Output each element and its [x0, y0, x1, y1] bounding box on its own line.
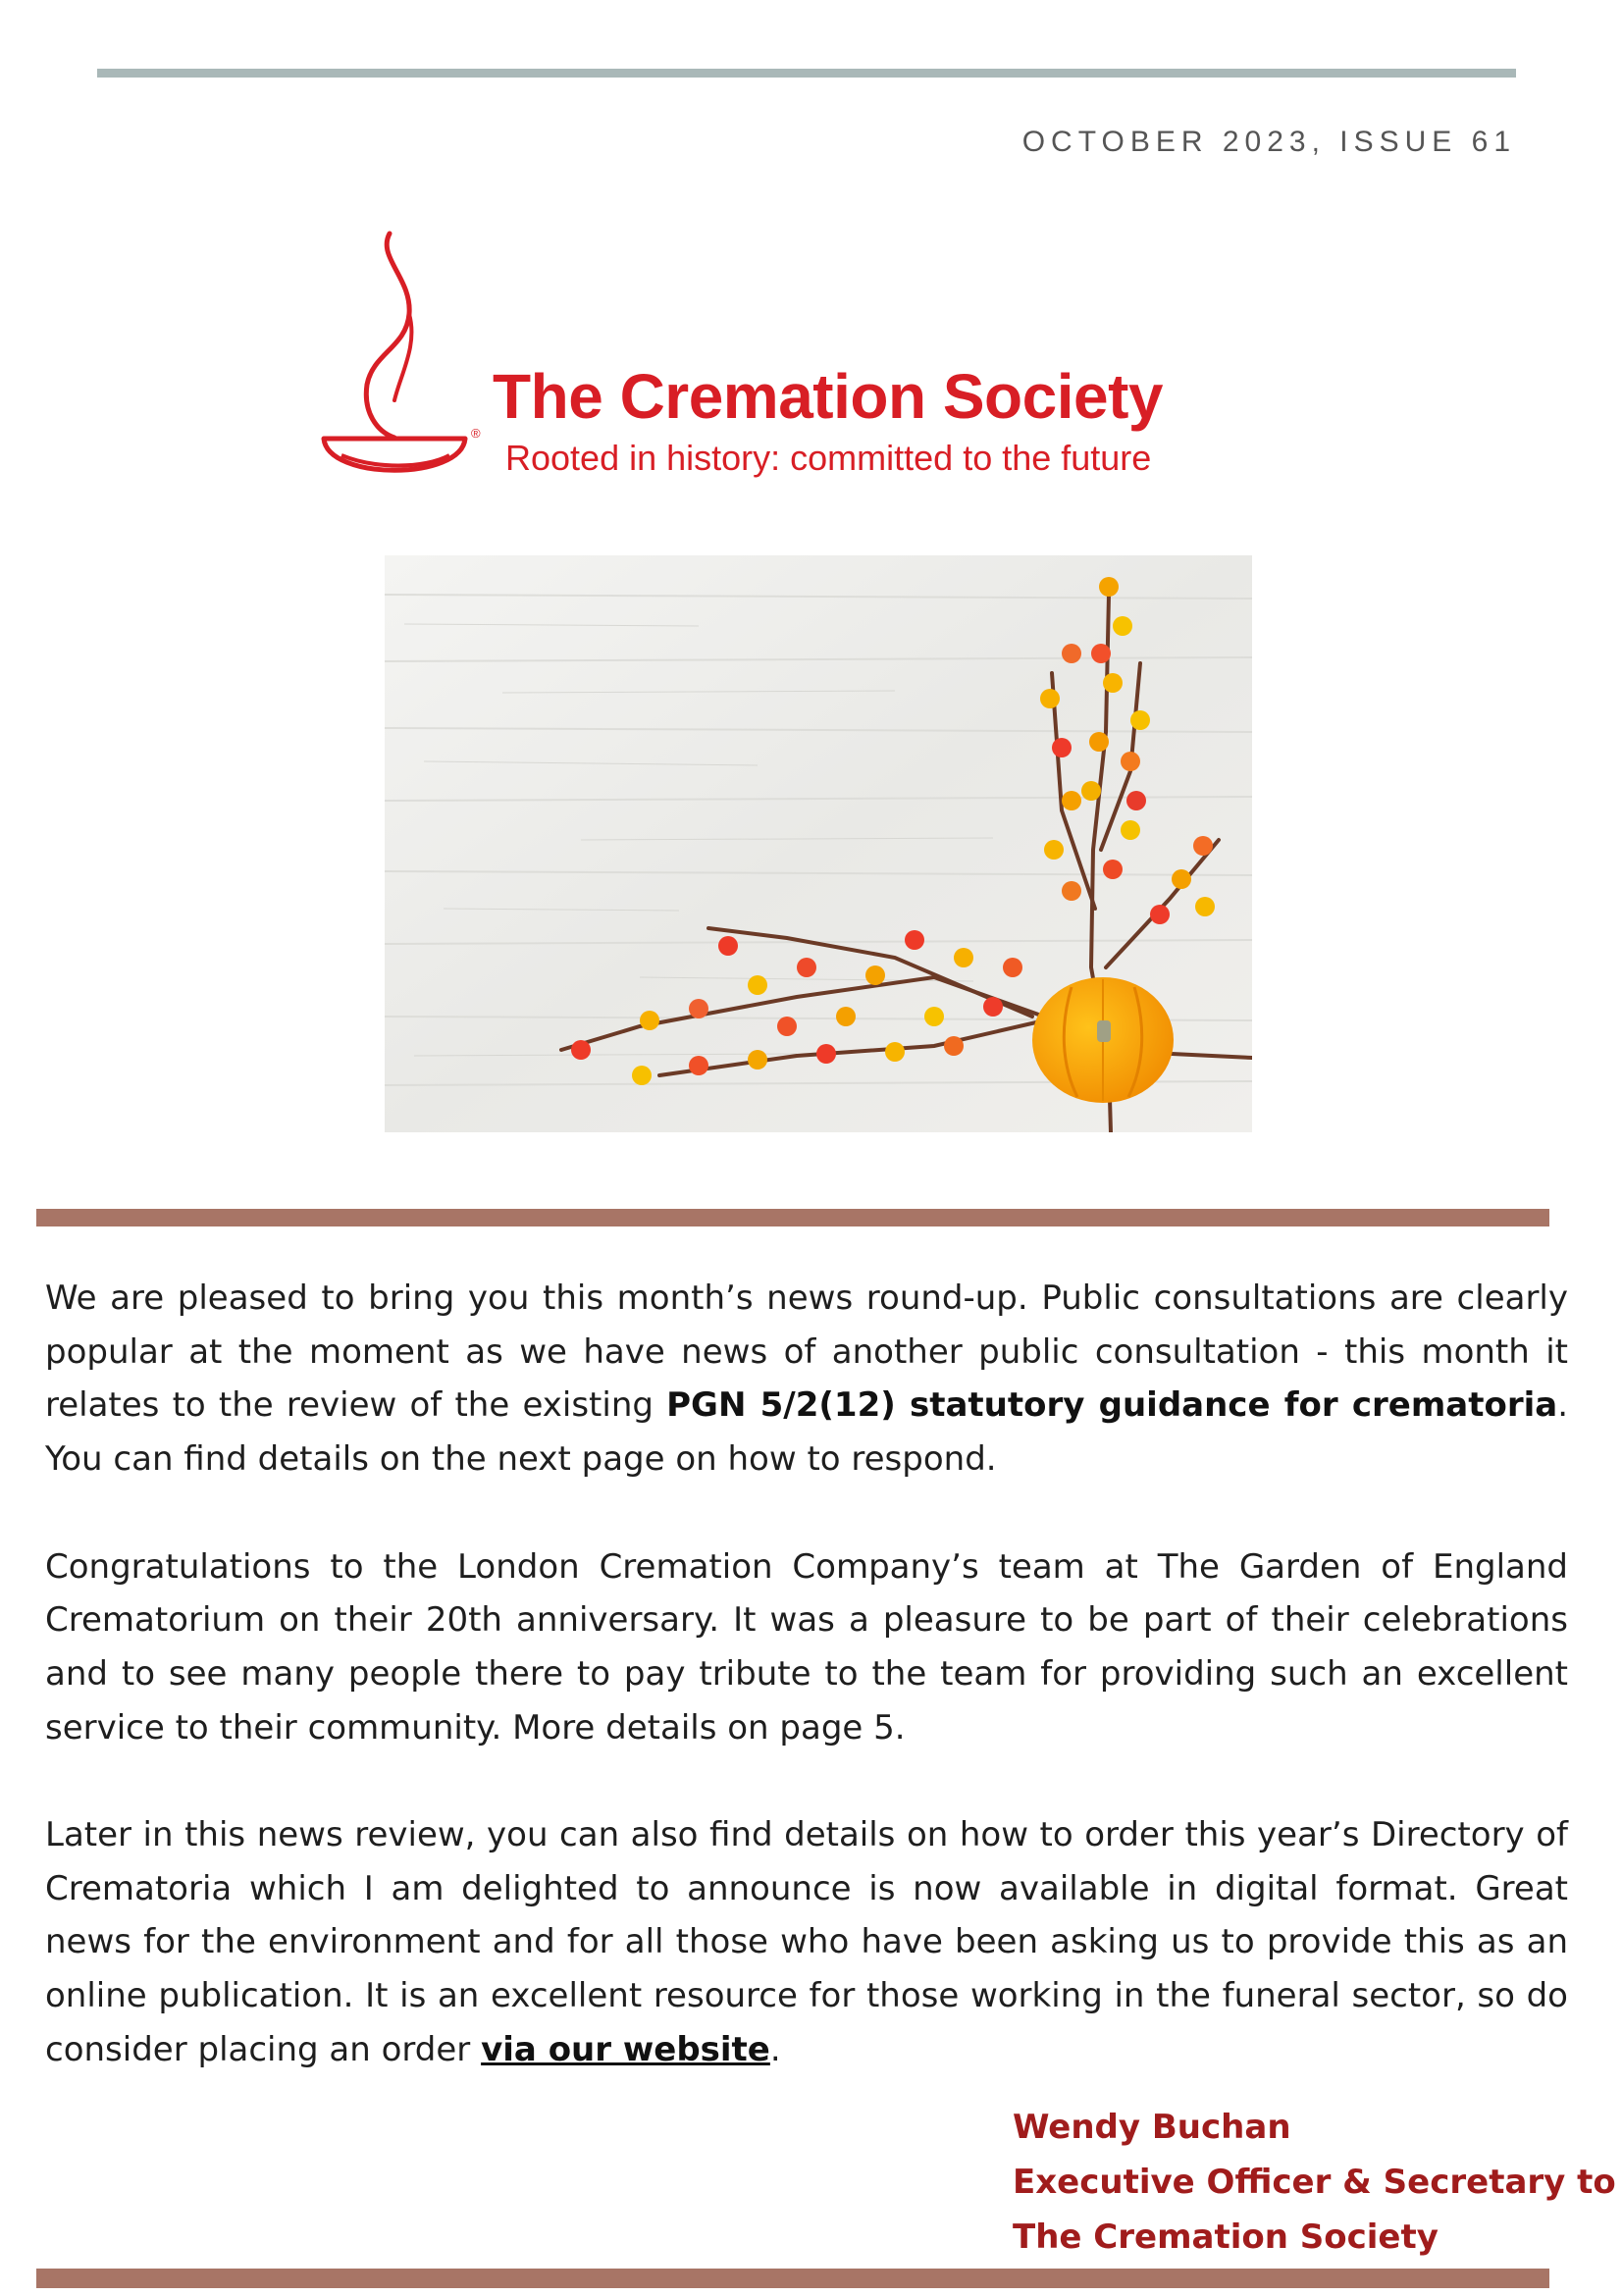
- signature-name: Wendy Buchan: [1013, 2108, 1291, 2147]
- flame-bowl-icon: [316, 228, 493, 493]
- signature-title-1: Executive Officer & Secretary to: [1013, 2163, 1616, 2202]
- signature-title-2: The Cremation Society: [1013, 2218, 1439, 2257]
- autumn-berries-pumpkin-image: [385, 555, 1252, 1132]
- issue-date: OCTOBER 2023, ISSUE 61: [1021, 126, 1516, 158]
- society-logo: [316, 228, 1258, 493]
- anniversary-paragraph: Congratulations to the London Cremation Company’s team at The Garden of England Crematorium on their 20th anniversary. It was a pleasure to be part of their celebrations and to see many people there to pay tribute to the team for providing such an excellent service to their community. More details on page 5.: [45, 1546, 1568, 1748]
- pgn-guidance-highlight: PGN 5/2(12) statutory guidance for crematoria: [666, 1385, 1558, 1426]
- directory-text-1: Later in this news review, you can also find details on how to order this year’s Directory of Crematoria which I am delighted to announce is now available in digital format. Great news for the environment and for all those who have been asking us to provide this as an online publication. It is an excellent resource for those working in the funeral sector, so do consider placing an order: [45, 1815, 1568, 2069]
- newsletter-body: [45, 1272, 1568, 2130]
- intro-paragraph: [45, 1272, 1568, 1487]
- section-divider: [36, 1209, 1549, 1226]
- directory-text-2: .: [769, 2029, 781, 2069]
- registered-mark: ®: [471, 426, 481, 441]
- top-divider: [97, 69, 1516, 78]
- bottom-divider: [36, 2269, 1549, 2288]
- website-link[interactable]: via our website: [481, 2029, 770, 2069]
- society-tagline: Rooted in history: committed to the future: [505, 438, 1152, 478]
- directory-paragraph: [45, 1808, 1568, 2077]
- intro-text-2: . You can find details on the next page on how to respond.: [45, 1385, 1569, 1480]
- intro-text-1: We are pleased to bring you this month’s news round-up. Public consultations are clearly popular at the moment as we have news of another public consultation - this month it relates to the review of the existing: [45, 1278, 1568, 1426]
- signature-block: [1013, 2100, 1616, 2265]
- society-name: The Cremation Society: [493, 361, 1163, 432]
